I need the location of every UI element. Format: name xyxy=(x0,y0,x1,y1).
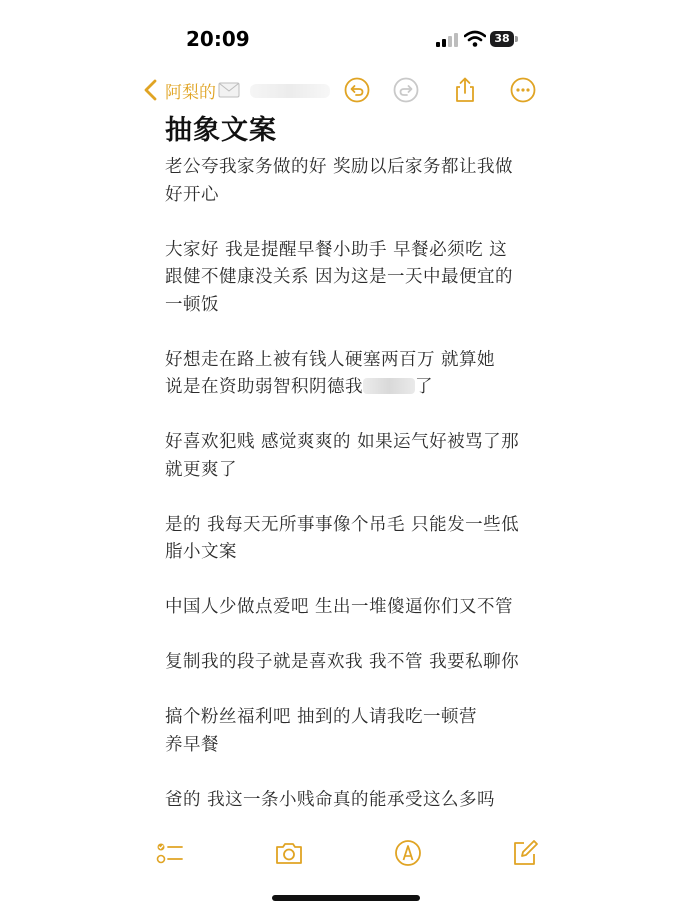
note-line: 是的 我每天无所事事像个吊毛 只能发一些低 xyxy=(165,514,520,535)
note-line: 搞个粉丝福利吧 抽到的人请我吃一顿营 xyxy=(165,707,478,727)
wifi-icon xyxy=(464,30,486,48)
more-icon[interactable] xyxy=(510,77,536,103)
note-line: 就更爽了 xyxy=(165,459,237,480)
note-paragraph[interactable] xyxy=(165,429,535,484)
blurred-text xyxy=(363,378,415,394)
navigation-bar xyxy=(0,70,690,110)
note-paragraph[interactable] xyxy=(165,649,535,677)
note-paragraph[interactable] xyxy=(165,347,535,402)
note-line: 好想走在路上被有钱人硬塞两百万 就算她 xyxy=(165,349,496,370)
note-paragraph[interactable] xyxy=(165,704,535,759)
note-line: 大家好 我是提醒早餐小助手 早餐必须吃 这 xyxy=(165,239,508,260)
note-title[interactable]: 抽象文案 xyxy=(165,115,277,146)
note-line: 养早餐 xyxy=(165,734,219,755)
note-line: 一顿饭 xyxy=(165,294,219,315)
note-body[interactable] xyxy=(165,154,535,814)
note-line: 好喜欢犯贱 感觉爽爽的 如果运气好被骂了那 xyxy=(165,432,520,452)
note-line: 好开心 xyxy=(165,184,219,205)
undo-icon[interactable] xyxy=(344,77,370,103)
share-icon[interactable] xyxy=(452,77,478,103)
note-line: 爸的 我这一条小贱命真的能承受这么多吗 xyxy=(165,789,496,810)
note-line: 老公夸我家务做的好 奖励以后家务都让我做 xyxy=(165,157,514,177)
note-line: 复制我的段子就是喜欢我 我不管 我要私聊你 xyxy=(165,652,520,672)
envelope-icon xyxy=(218,82,240,98)
note-paragraph[interactable] xyxy=(165,154,535,209)
note-paragraph[interactable] xyxy=(165,787,535,815)
note-paragraph[interactable] xyxy=(165,594,535,622)
status-bar xyxy=(0,0,690,80)
blurred-region xyxy=(250,84,330,98)
compose-icon[interactable] xyxy=(511,839,539,867)
note-paragraph[interactable] xyxy=(165,512,535,567)
markup-pen-icon[interactable] xyxy=(394,839,422,867)
note-line: 跟健不健康没关系 因为这是一天中最便宜的 xyxy=(165,267,514,287)
note-line: 中国人少做点爱吧 生出一堆傻逼你们又不管 xyxy=(165,597,514,617)
camera-icon[interactable] xyxy=(275,839,303,867)
back-chevron-icon xyxy=(143,79,159,101)
battery-level: 38 xyxy=(490,31,514,47)
note-line: 脂小文案 xyxy=(165,542,237,562)
back-button[interactable] xyxy=(143,76,240,104)
back-label: 阿梨的 xyxy=(165,82,216,103)
checklist-icon[interactable] xyxy=(156,839,184,867)
status-time: 20:09 xyxy=(186,27,250,51)
redo-icon[interactable] xyxy=(393,77,419,103)
note-paragraph[interactable] xyxy=(165,237,535,320)
battery-icon xyxy=(490,31,520,47)
bottom-toolbar xyxy=(0,835,690,871)
home-indicator[interactable] xyxy=(272,895,420,901)
note-editor[interactable] xyxy=(165,110,535,842)
note-line: 说是在资助弱智积阴德我 了 xyxy=(165,377,433,397)
cellular-signal-icon xyxy=(436,33,458,47)
